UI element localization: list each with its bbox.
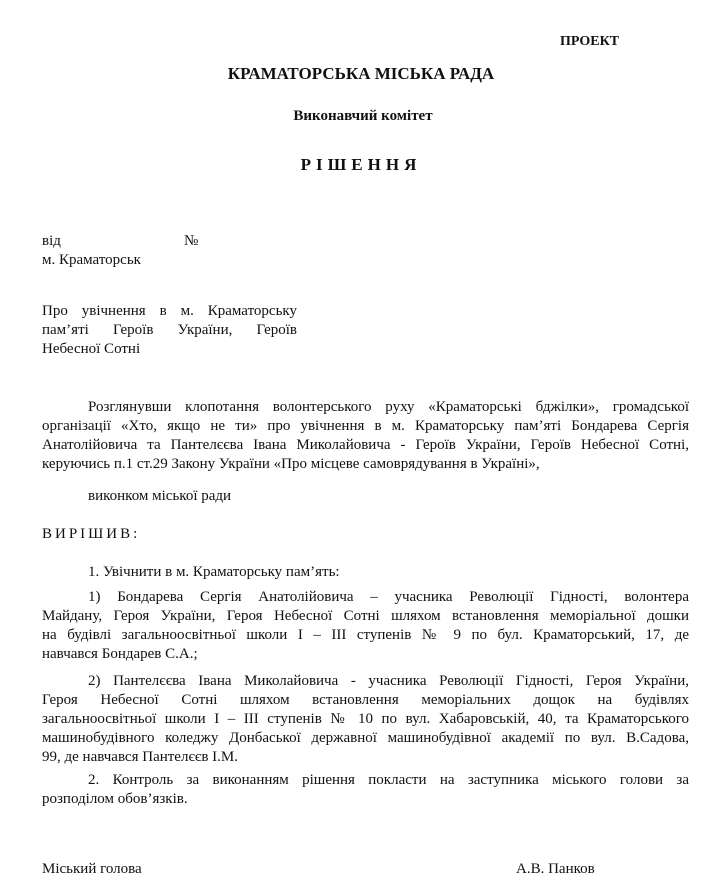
item-1-2-line: загальноосвітньої школи І – ІІІ ступенів № 10 по вул. Хабаровській, 40, та Краматорського (42, 711, 689, 727)
item-1-1-line: на будівлі загальноосвітньої школи І – ІІІ ступенів № 9 по бул. Краматорський, 17, де (42, 627, 689, 643)
item-1-2-line: 99, де навчався Пантелєєв І.М. (42, 749, 238, 765)
preamble-paragraph (42, 398, 689, 474)
item-2-line: розподілом обов’язків. (42, 791, 188, 807)
item-1-2-line: 2) Пантелєєва Івана Миколайовича - учасника Революції Гідності, Героя України, (88, 673, 689, 689)
preamble-line: організації «Хто, якщо не ти» про увічнення в м. Краматорську пам’яті Бондарева Сергія (42, 418, 689, 434)
item-1-2-line: машинобудівного коледжу Донбаської державної машинобудівної академії по вул. В.Садова, (42, 730, 689, 746)
council-name: КРАМАТОРСЬКА МІСЬКА РАДА (227, 64, 495, 83)
item-1-1-line: Майдану, Героя України, Героя Небесної Сотні шляхом встановлення меморіальної дошки (42, 608, 689, 624)
decision-subject (42, 302, 297, 359)
item-1-1-line: 1) Бондарева Сергія Анатолійовича – учасника Революції Гідності, волонтера (88, 589, 689, 605)
number-label: № (184, 233, 199, 249)
committee-name: Виконавчий комітет (293, 108, 433, 124)
item-2-line: 2. Контроль за виконанням рішення покласти на заступника міського голови за (88, 772, 689, 788)
subject-line: Про увічнення в м. Краматорську (42, 303, 297, 319)
date-label: від (42, 233, 61, 249)
subject-line: Небесної Сотні (42, 341, 141, 357)
preamble-line: Анатолійовича та Пантелєєва Івана Миколайовича - Героїв України, Героїв Небесної Сотні, (42, 437, 689, 453)
draft-label: ПРОЕКТ (560, 34, 620, 49)
item-1-1-line: навчався Бондарев С.А.; (42, 646, 198, 662)
signatory-name: А.В. Панков (516, 861, 595, 877)
item-1-heading: 1. Увічнити в м. Краматорську пам’ять: (88, 564, 340, 580)
item-1-1-paragraph (42, 588, 689, 664)
resolved-label: ВИРІШИВ: (42, 526, 141, 542)
preamble-line: Розглянувши клопотання волонтерського руху «Краматорські бджілки», громадської (88, 399, 689, 415)
city-label: м. Краматорськ (42, 252, 141, 268)
preamble-line: керуючись п.1 ст.29 Закону України «Про місцеве самоврядування в Україні», (42, 456, 540, 472)
subject-line: пам’яті Героїв України, Героїв (42, 322, 297, 338)
authority-text: виконком міської ради (88, 488, 232, 504)
item-1-2-line: Героя Небесної Сотні шляхом встановлення меморіальних дощок на будівлях (42, 692, 689, 708)
item-2-paragraph (42, 771, 689, 809)
signatory-position: Міський голова (42, 861, 142, 877)
document-type: РІШЕННЯ (300, 155, 422, 174)
item-1-2-paragraph (42, 672, 689, 767)
